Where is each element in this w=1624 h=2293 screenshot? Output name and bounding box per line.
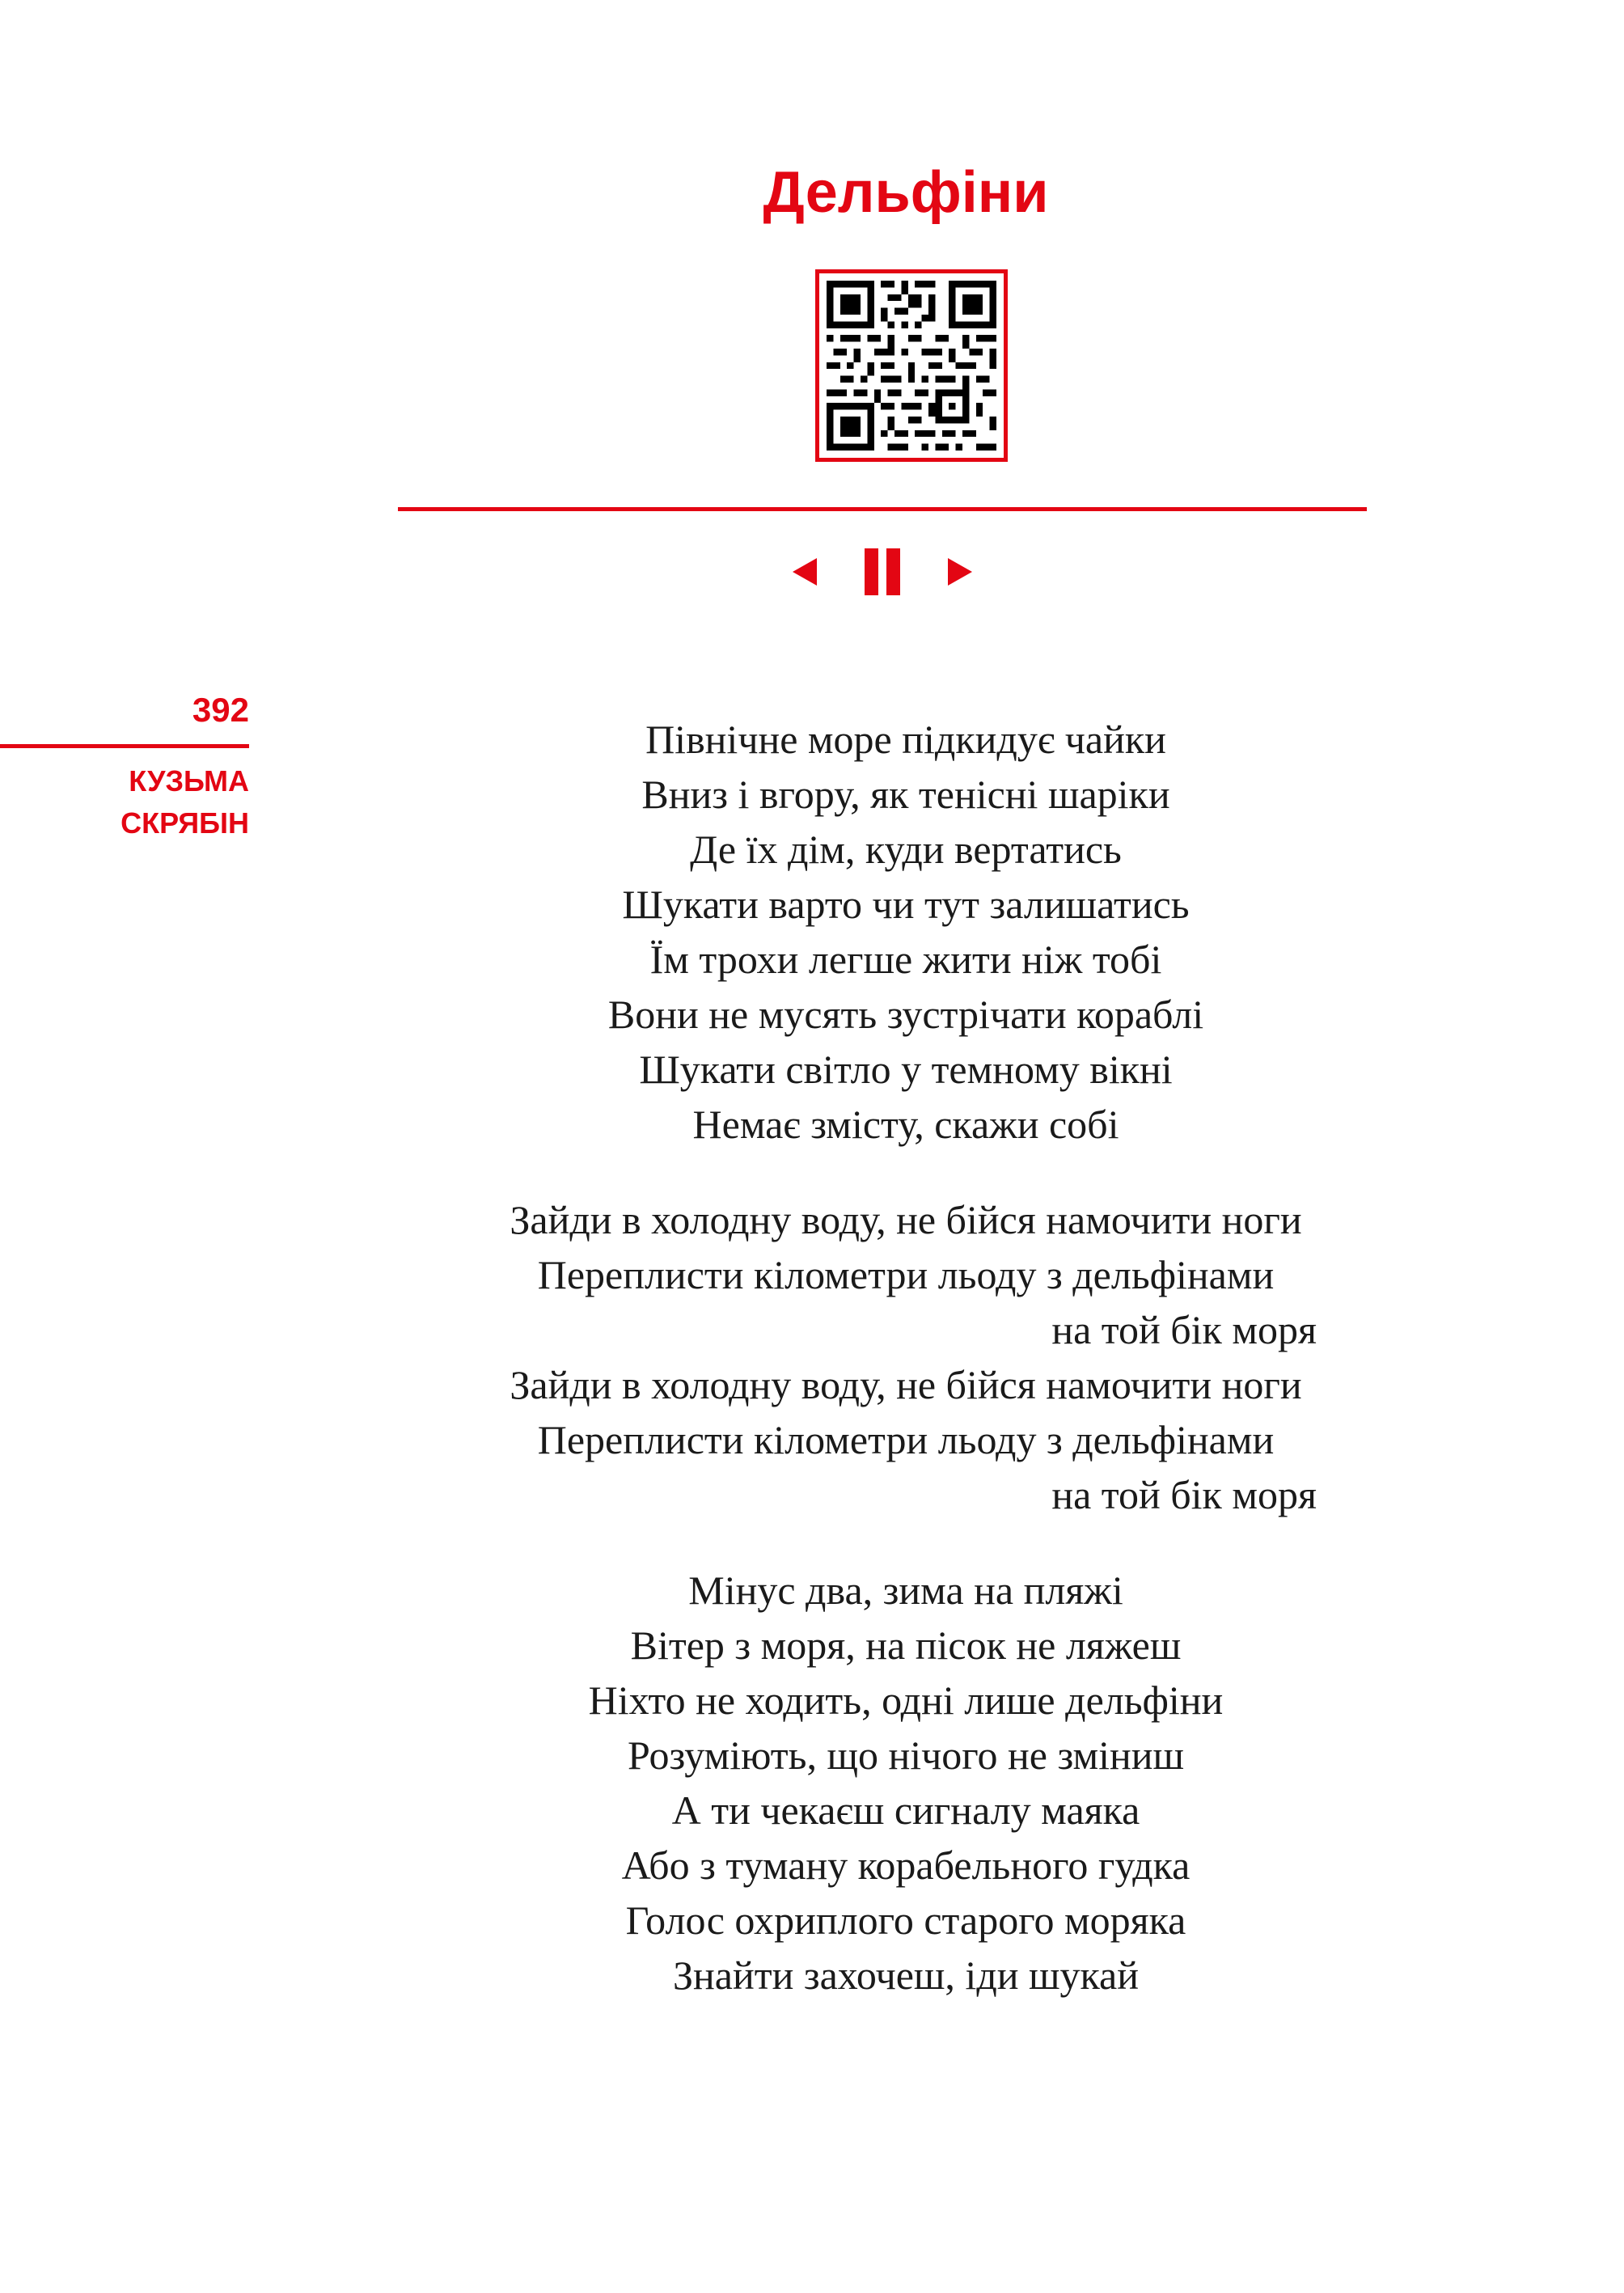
author-line: СКРЯБІН xyxy=(121,806,249,840)
song-title: Дельфіни xyxy=(763,160,1049,225)
prev-triangle-icon xyxy=(793,558,817,586)
lyric-line: Зайди в холодну воду, не бійся намочити ноги xyxy=(510,1362,1302,1407)
page-number: 392 xyxy=(192,691,249,729)
lyric-line: Зайди в холодну воду, не бійся намочити ноги xyxy=(510,1197,1302,1242)
stanza-2-chorus xyxy=(404,1192,1407,1522)
player-controls xyxy=(793,548,987,602)
lyric-line: Шукати варто чи тут залишатись xyxy=(622,882,1190,927)
sidebar-divider xyxy=(0,744,249,748)
stanza-1 xyxy=(404,712,1407,1152)
lyric-line: Переплисти кілометри льоду з дельфінами xyxy=(537,1252,1275,1297)
lyric-line: Шукати світло у темному вікні xyxy=(639,1047,1173,1092)
lyric-line: Вітер з моря, на пісок не ляжеш xyxy=(630,1622,1182,1668)
lyric-line: Північне море підкидує чайки xyxy=(645,717,1166,762)
lyric-line: Або з туману корабельного гудка xyxy=(621,1842,1191,1888)
lyric-line: Мінус два, зима на пляжі xyxy=(688,1567,1123,1613)
lyric-line: Голос охриплого старого моряка xyxy=(625,1897,1186,1943)
pause-icon xyxy=(865,548,900,595)
lyric-line: Знайти захочеш, іди шукай xyxy=(672,1952,1140,1998)
qr-code-icon xyxy=(827,281,996,451)
next-triangle-icon xyxy=(948,558,972,586)
lyric-line: Їм трохи легше жити ніж тобі xyxy=(649,937,1162,982)
previous-button[interactable] xyxy=(793,558,817,586)
pause-button[interactable] xyxy=(865,548,900,595)
qr-code[interactable] xyxy=(815,269,1008,462)
lyrics xyxy=(404,712,1407,2043)
lyric-line: Переплисти кілометри льоду з дельфінами xyxy=(537,1417,1275,1462)
lyric-line: А ти чекаєш сигналу маяка xyxy=(671,1787,1140,1833)
lyric-line: Де їх дім, куди вертатись xyxy=(690,827,1122,872)
lyric-line: Ніхто не ходить, одні лише дельфіни xyxy=(588,1677,1224,1723)
title-divider xyxy=(398,507,1367,511)
next-button[interactable] xyxy=(948,558,972,586)
stanza-3 xyxy=(404,1563,1407,2003)
author-line: КУЗЬМА xyxy=(129,764,249,797)
lyric-line: Вони не мусять зустрічати кораблі xyxy=(607,992,1204,1037)
author-name xyxy=(121,760,249,844)
lyric-line: на той бік моря xyxy=(1051,1472,1317,1517)
lyric-line: на той бік моря xyxy=(1051,1307,1317,1352)
lyric-line: Вниз і вгору, як тенісні шаріки xyxy=(641,772,1170,817)
lyric-line: Немає змісту, скажи собі xyxy=(692,1102,1119,1147)
lyric-line: Розуміють, що нічого не зміниш xyxy=(627,1732,1185,1778)
